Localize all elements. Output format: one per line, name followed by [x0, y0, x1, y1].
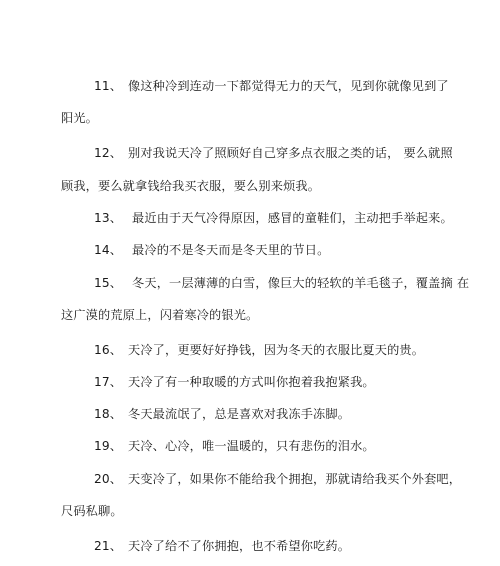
item-text: 冬天最流氓了，总是喜欢对我冻手冻脚。: [128, 407, 351, 421]
list-item: [94, 145, 453, 161]
item-number: 16、: [94, 343, 123, 357]
item-number: 13、: [94, 211, 123, 225]
item-text: 天变冷了，如果你不能给我个拥抱，那就请给我买个外套吧，: [128, 472, 462, 486]
item-number: 14、: [94, 243, 123, 257]
item-text: 天冷了，更要好好挣钱，因为冬天的衣服比夏天的贵。: [128, 343, 425, 357]
item-number: 21、: [94, 539, 123, 553]
item-text: 冬天，一层薄薄的白雪，像巨大的轻软的羊毛毯子，覆盖摘 在: [128, 276, 470, 290]
list-item: [94, 210, 453, 226]
item-number: 15、: [94, 276, 123, 290]
item-continuation: 顾我，要么就拿钱给我买衣服，要么别来烦我。: [61, 179, 321, 193]
list-item: [94, 342, 424, 358]
item-text: 天冷了有一种取暖的方式叫你抱着我抱紧我。: [128, 375, 375, 389]
list-item: [94, 471, 461, 487]
list-item: [94, 406, 350, 422]
item-number: 19、: [94, 439, 123, 453]
item-text: 最冷的不是冬天而是冬天里的节日。: [128, 243, 330, 257]
item-number: 12、: [94, 146, 123, 160]
item-continuation: 这广漠的荒原上，闪着寒冷的银光。: [61, 308, 259, 322]
item-text: 最近由于天气冷得原因，感冒的童鞋们，主动把手举起来。: [128, 211, 453, 225]
item-text: 像这种冷到连动一下都觉得无力的天气，见到你就像见到了: [128, 79, 449, 93]
item-text: 别对我说天冷了照顾好自己穿多点衣服之类的话， 要么就照: [128, 146, 453, 160]
item-text: 天冷、心冷，唯一温暖的，只有悲伤的泪水。: [128, 439, 375, 453]
item-number: 11、: [94, 79, 123, 93]
item-number: 17、: [94, 375, 123, 389]
item-continuation: 尺码私聊。: [61, 504, 123, 518]
list-item: [94, 242, 329, 258]
list-item: [94, 538, 350, 554]
list-item: [94, 275, 469, 291]
item-text: 天冷了给不了你拥抱，也不希望你吃药。: [128, 539, 351, 553]
item-number: 18、: [94, 407, 123, 421]
item-continuation: 阳光。: [61, 111, 99, 125]
list-item: [94, 78, 449, 94]
list-item: [94, 438, 375, 454]
list-item: [94, 374, 375, 390]
item-number: 20、: [94, 472, 123, 486]
